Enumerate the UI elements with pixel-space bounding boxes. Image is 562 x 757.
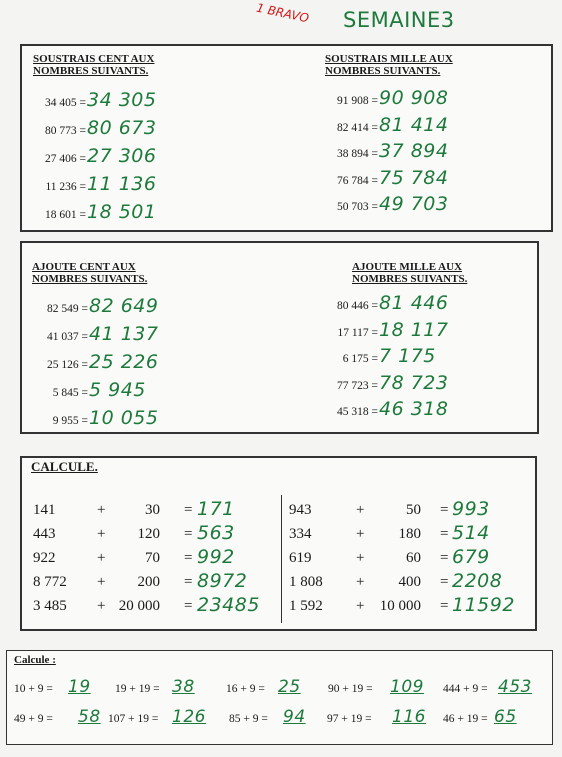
small-sum-answer: 116	[392, 707, 426, 727]
subtract-hundred-title: SOUSTRAIS CENT AUX NOMBRES SUIVANTS.	[33, 53, 155, 77]
add-hundred-row-answer: 41 137	[89, 323, 159, 345]
calcule-left-operand: 8 772	[33, 574, 67, 590]
small-sum-answer: 109	[390, 677, 424, 697]
calcule-left-operand: 443	[33, 526, 56, 542]
subtract-thousand-row-question: 82 414 =	[337, 121, 378, 134]
calcule-right-equals: =	[440, 550, 449, 566]
calcule-right-operand: 10 000	[379, 598, 421, 614]
subtract-hundred-row-question: 27 406 =	[45, 153, 86, 165]
calcule-right-answer: 2208	[452, 570, 503, 592]
calcule-right-operator: +	[356, 526, 365, 542]
calcule-right-equals: =	[440, 598, 449, 614]
small-sum-answer: 453	[498, 677, 532, 697]
add-hundred-row-question: 82 549 =	[47, 303, 88, 315]
subtract-hundred-row-question: 80 773 =	[45, 125, 86, 137]
small-sum-question: 49 + 9 =	[14, 713, 53, 725]
add-hundred-row-answer: 10 055	[89, 407, 159, 429]
calcule-left-answer: 23485	[197, 594, 260, 616]
subtract-thousand-row-question: 76 784 =	[337, 174, 378, 187]
teacher-mark: 1 BRAVO	[255, 0, 311, 26]
calcule-right-answer: 679	[452, 546, 490, 568]
calcule-right-operand: 400	[398, 574, 421, 590]
subtract-hundred-row-question: 34 405 =	[45, 97, 86, 109]
calcule-right-operand: 180	[398, 526, 421, 542]
calcule-right-operand: 50	[406, 502, 421, 518]
add-thousand-row-answer: 18 117	[379, 318, 449, 341]
subtract-hundred-row-question: 18 601 =	[45, 209, 86, 221]
week-label: SEMAINE3	[343, 8, 455, 32]
calcule-right-operand: 1 592	[289, 598, 323, 614]
calcule-right-operand: 334	[289, 526, 312, 542]
calcule-right-operand: 1 808	[289, 574, 323, 590]
calcule-small-title: Calcule :	[14, 654, 56, 666]
calcule-left-equals: =	[184, 502, 193, 518]
subtract-hundred-row-answer: 34 305	[87, 89, 157, 111]
calcule-left-operator: +	[97, 502, 106, 518]
subtract-thousand-row-question: 91 908 =	[337, 95, 378, 107]
calcule-divider	[281, 495, 282, 623]
calcule-left-operand: 922	[33, 550, 56, 566]
add-thousand-row-question: 77 723 =	[337, 379, 378, 392]
subtract-thousand-row-question: 38 894 =	[337, 148, 378, 160]
subtract-hundred-row-answer: 27 306	[87, 145, 157, 167]
calcule-title: CALCULE.	[31, 459, 98, 474]
small-sum-answer: 38	[172, 677, 195, 697]
calcule-right-answer: 11592	[452, 594, 515, 616]
calcule-left-answer: 992	[197, 546, 235, 568]
calcule-right-operator: +	[356, 550, 365, 566]
calcule-right-operator: +	[356, 598, 365, 614]
add-hundred-row-answer: 5 945	[89, 379, 146, 401]
calcule-right-operand: 943	[289, 502, 312, 518]
subtract-hundred-row-question: 11 236 =	[45, 181, 86, 193]
small-sum-question: 16 + 9 =	[226, 683, 265, 695]
add-hundred-row-answer: 25 226	[89, 351, 159, 373]
subtract-thousand-row-question: 50 703 =	[337, 201, 378, 213]
calcule-left-operand: 20 000	[118, 598, 160, 614]
calcule-left-operator: +	[97, 526, 106, 542]
small-sum-question: 10 + 9 =	[14, 683, 53, 695]
calcule-right-operand: 619	[289, 550, 312, 566]
small-sum-answer: 94	[283, 707, 306, 727]
add-thousand-row-question: 45 318 =	[337, 406, 378, 418]
calcule-right-operand: 60	[406, 550, 421, 566]
subtract-thousand-title: SOUSTRAIS MILLE AUX NOMBRES SUIVANTS.	[325, 53, 453, 77]
small-sum-question: 85 + 9 =	[229, 713, 268, 725]
calcule-right-equals: =	[440, 502, 449, 518]
calcule-right-operator: +	[356, 502, 365, 518]
calcule-left-operand: 120	[137, 526, 160, 542]
add-hundred-row-question: 25 126 =	[47, 359, 88, 371]
add-thousand-row-answer: 46 318	[379, 398, 449, 420]
calcule-left-operand: 3 485	[33, 598, 67, 614]
calcule-small-box	[6, 650, 553, 745]
small-sum-answer: 58	[78, 707, 101, 727]
calcule-left-equals: =	[184, 574, 193, 590]
subtract-thousand-row-answer: 49 703	[379, 193, 449, 215]
calcule-left-answer: 563	[197, 522, 235, 544]
add-hundred-row-answer: 82 649	[89, 295, 159, 317]
calcule-left-operator: +	[97, 598, 106, 614]
add-thousand-title: AJOUTE MILLE AUX NOMBRES SUIVANTS.	[352, 261, 468, 285]
small-sum-answer: 25	[278, 677, 301, 697]
calcule-left-operand: 141	[33, 502, 56, 518]
add-hundred-row-question: 9 955 =	[52, 415, 88, 427]
subtract-thousand-row-answer: 75 784	[379, 166, 449, 189]
small-sum-question: 97 + 19 =	[327, 713, 372, 725]
subtract-hundred-row-answer: 18 501	[87, 201, 157, 223]
calcule-right-operator: +	[356, 574, 365, 590]
small-sum-question: 19 + 19 =	[115, 683, 160, 695]
subtract-thousand-row-answer: 37 894	[379, 140, 449, 162]
calcule-left-operand: 30	[145, 502, 160, 518]
calcule-left-answer: 171	[197, 498, 235, 520]
small-sum-question: 46 + 19 =	[443, 713, 488, 725]
subtract-hundred-row-answer: 11 136	[87, 173, 157, 195]
small-sum-question: 444 + 9 =	[443, 683, 488, 695]
small-sum-answer: 126	[172, 707, 206, 727]
subtract-thousand-row-answer: 81 414	[379, 113, 449, 136]
calcule-left-operand: 70	[145, 550, 160, 566]
calcule-right-answer: 514	[452, 522, 490, 544]
subtract-hundred-row-answer: 80 673	[87, 117, 157, 139]
small-sum-question: 90 + 19 =	[328, 683, 373, 695]
calcule-left-equals: =	[184, 598, 193, 614]
calcule-left-operator: +	[97, 550, 106, 566]
small-sum-question: 107 + 19 =	[108, 713, 159, 725]
add-thousand-row-question: 17 117 =	[337, 326, 378, 339]
calcule-right-equals: =	[440, 526, 449, 542]
add-hundred-title: AJOUTE CENT AUX NOMBRES SUIVANTS.	[32, 261, 148, 285]
add-thousand-row-question: 6 175 =	[342, 353, 378, 365]
calcule-left-equals: =	[184, 550, 193, 566]
add-thousand-row-answer: 81 446	[379, 292, 449, 314]
calcule-left-operator: +	[97, 574, 106, 590]
calcule-right-equals: =	[440, 574, 449, 590]
calcule-right-answer: 993	[452, 498, 490, 520]
calcule-left-equals: =	[184, 526, 193, 542]
calcule-left-operand: 200	[137, 574, 160, 590]
add-thousand-row-answer: 7 175	[379, 345, 436, 367]
small-sum-answer: 65	[494, 707, 517, 727]
add-thousand-row-answer: 78 723	[379, 371, 449, 394]
calcule-left-answer: 8972	[197, 570, 248, 592]
subtract-thousand-row-answer: 90 908	[379, 87, 449, 109]
add-thousand-row-question: 80 446 =	[337, 300, 378, 312]
small-sum-answer: 19	[68, 677, 91, 697]
add-hundred-row-question: 5 845 =	[52, 387, 88, 399]
add-hundred-row-question: 41 037 =	[47, 331, 88, 343]
